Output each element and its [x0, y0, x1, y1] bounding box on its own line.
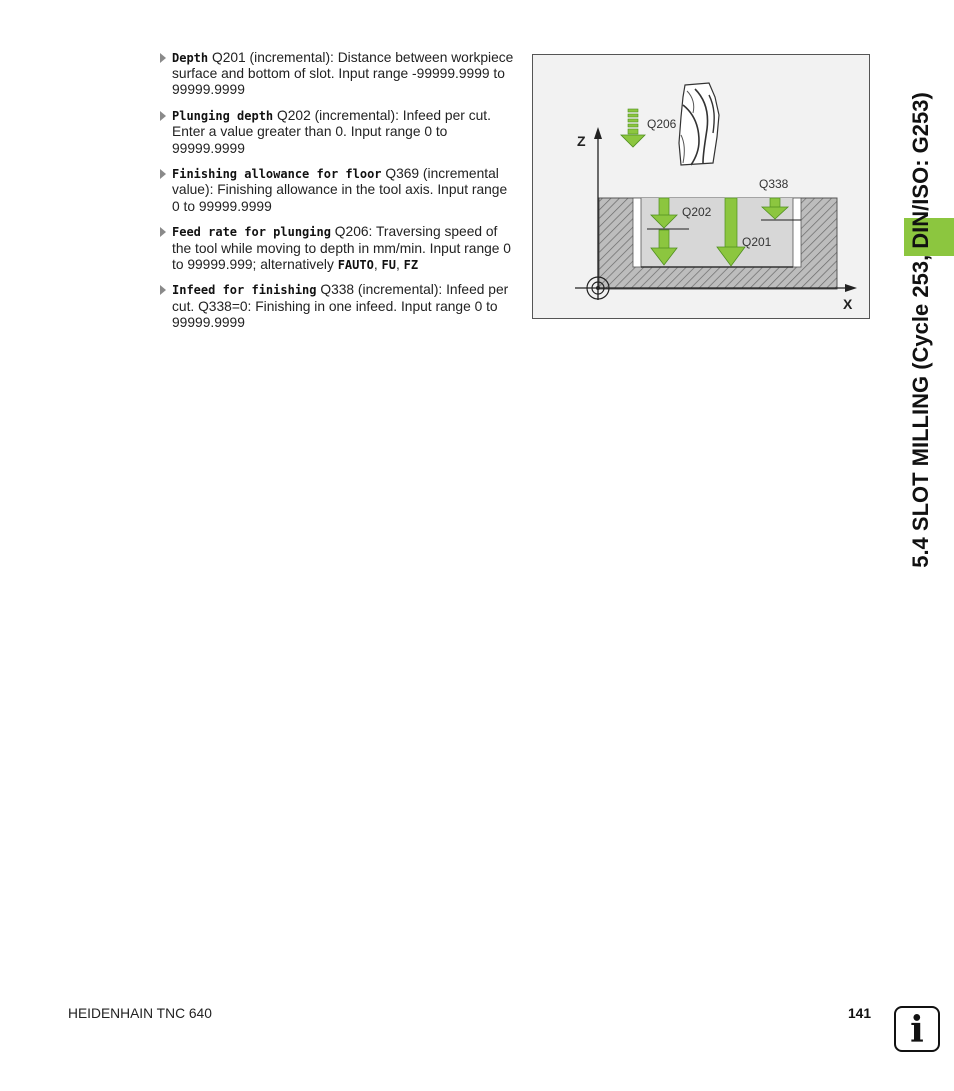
param-description: Q369 (incremental value): Finishing allowance in the tool axis. Input range 0 to 99999.9999 — [172, 166, 508, 214]
q201-label: Q201 — [742, 235, 772, 249]
param-finishing-allowance-floor — [158, 166, 514, 215]
param-description: Q206: Traversing speed of the tool while moving to depth in mm/min. Input range 0 to 99999.999; alternatively — [172, 224, 511, 272]
finishing-wall-left — [633, 198, 641, 267]
option-fz: FZ — [403, 257, 419, 272]
end-mill-tool-icon — [679, 83, 719, 165]
option-separator: , — [373, 256, 382, 272]
finishing-wall-right — [793, 198, 801, 267]
param-keyword: Depth — [172, 51, 209, 65]
axis-z-label: Z — [577, 133, 586, 149]
bullet-triangle-icon — [160, 169, 166, 179]
option-fauto: FAUTO — [337, 257, 374, 272]
param-keyword: Finishing allowance for floor — [172, 167, 382, 182]
bullet-triangle-icon — [160, 285, 166, 295]
option-fu: FU — [381, 257, 396, 272]
q202-label: Q202 — [682, 205, 712, 219]
feed-q206-arrow — [621, 109, 677, 147]
q338-label: Q338 — [759, 177, 789, 191]
section-title-text: 5.4 SLOT MILLING (Cycle 253, DIN/ISO: G253) — [908, 92, 933, 568]
axis-x — [575, 284, 857, 312]
param-keyword: Feed rate for plunging — [172, 225, 331, 240]
param-plunging-depth — [158, 108, 514, 157]
page-number: 141 — [848, 1006, 872, 1021]
slot-depth-diagram — [532, 54, 870, 319]
param-keyword: Plunging depth — [172, 109, 274, 124]
section-side-title — [892, 40, 950, 620]
q206-label: Q206 — [647, 117, 677, 131]
option-separator: , — [395, 256, 404, 272]
param-depth — [158, 50, 514, 99]
param-infeed-finishing — [158, 282, 514, 331]
param-feed-rate-plunging — [158, 224, 514, 273]
info-icon-glyph: i — [910, 1009, 924, 1051]
axis-z — [577, 127, 602, 300]
parameter-list — [158, 50, 514, 341]
bullet-triangle-icon — [160, 53, 166, 63]
axis-x-label: X — [843, 296, 853, 312]
param-description: Q201 (incremental): Distance between workpiece surface and bottom of slot. Input range -99999.9999 to 99999.9999 — [172, 50, 514, 98]
bullet-triangle-icon — [160, 111, 166, 121]
info-icon — [894, 1006, 940, 1052]
footer-product-name: HEIDENHAIN TNC 640 — [68, 1006, 212, 1021]
param-description: Q202 (incremental): Infeed per cut. Enter a value greater than 0. Input range 0 to 99999.9999 — [172, 108, 491, 156]
param-keyword: Infeed for finishing — [172, 283, 317, 298]
bullet-triangle-icon — [160, 227, 166, 237]
param-description: Q338 (incremental): Infeed per cut. Q338=0: Finishing in one infeed. Input range 0 to 99999.9999 — [172, 282, 509, 330]
diagram-svg — [533, 55, 869, 318]
